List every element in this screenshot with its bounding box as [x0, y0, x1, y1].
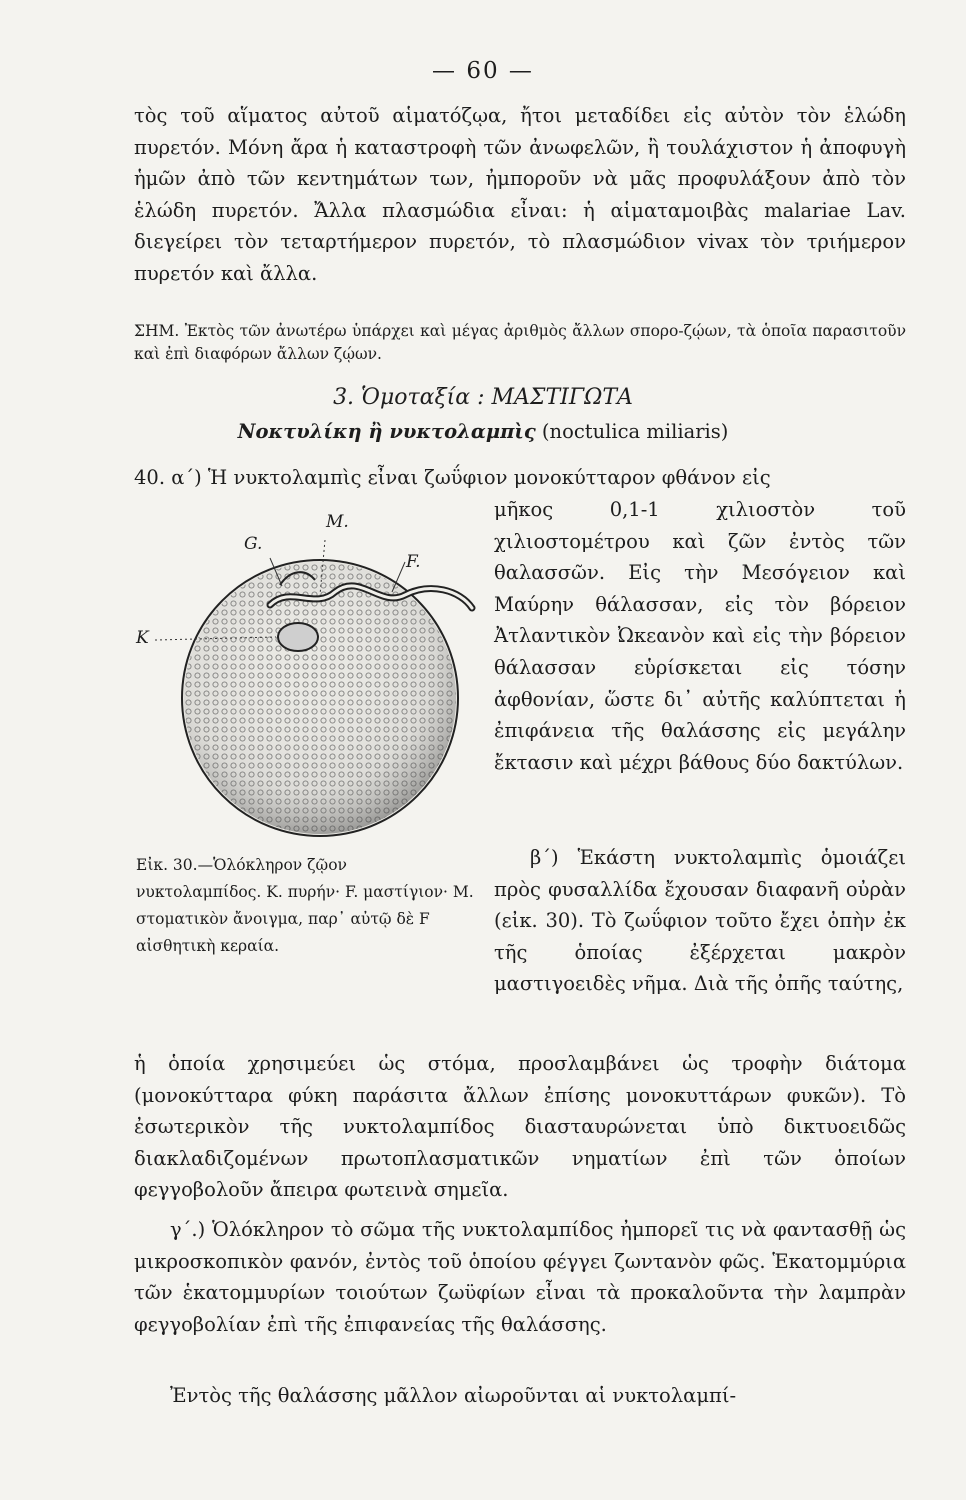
noctiluca-figure: [130, 500, 490, 845]
paragraph-40-intro: 40. α΄) Ἡ νυκτολαμπὶς εἶναι ζωΰφιον μονοκύτταρον φθάνον εἰς: [134, 466, 771, 489]
paragraph-c: [134, 1214, 906, 1340]
figure-caption: Εἰκ. 30.—Ὁλόκληρον ζῷον νυκτολαμπίδος. K. πυρήν· F. μαστίγιον· M. στοματικὸν ἄνοιγμα, παρ᾿ αὐτῷ δὲ F αἰσθητικὴ κεραία.: [136, 856, 474, 955]
page-number: — 60 —: [432, 58, 534, 84]
label-k: K: [136, 628, 149, 648]
subtitle-latin: (noctulica miliaris): [541, 420, 729, 443]
last-line: [134, 1380, 906, 1412]
paragraph-c-text: γ΄.) Ὁλόκληρον τὸ σῶμα τῆς νυκτολαμπίδος ἠμπορεῖ τις νὰ φαντασθῇ ὡς μικροσκοπικὸν φανόν, ἐντὸς τοῦ ὁποίου φέγγει ζωντανὸν φῶς. Ἑκατομμύρια τῶν ἑκατομμυρίων τοιούτων ζωϋφίων εἶναι τὰ προκαλοῦντα τὴν λαμπρὰν φεγγοβολίαν ἐπὶ τῆς ἐπιφανείας τῆς θαλάσσης.: [134, 1218, 906, 1336]
lower-paragraph-b-text: ἡ ὁποία χρησιμεύει ὡς στόμα, προσλαμβάνει ὡς τροφὴν διάτομα (μονοκύτταρα φύκη παράσιτα ἄλλων ἐπίσης μονοκυττάρων φυκῶν). Τὸ ἐσωτερικὸν τῆς νυκτολαμπίδος διασταυρώνεται ὑπὸ δικτυοειδῶς διακλαδιζομένων πρωτοπλασματικῶν νηματίων ἐπὶ τῶν ὁποίων φεγγοβολοῦν ἄπειρα φωτεινὰ σημεῖα.: [134, 1052, 906, 1202]
right-column-b: [494, 842, 906, 1000]
label-f: F.: [406, 552, 421, 572]
last-line-text: Ἐντὸς τῆς θαλάσσης μᾶλλον αἰωροῦνται αἱ νυκτολαμπί-: [170, 1384, 737, 1407]
label-g: G.: [244, 534, 263, 554]
nucleus-k: [278, 623, 318, 651]
right-column-a: [494, 494, 906, 778]
label-m: M.: [326, 512, 349, 532]
subtitle: [0, 420, 966, 443]
right-column-b-text: β΄) Ἑκάστη νυκτολαμπὶς ὁμοιάζει πρὸς φυσαλλίδα ἔχουσαν διαφανῆ οὐρὰν (εἰκ. 30). Τὸ ζωΰφιον τοῦτο ἔχει ὀπὴν ἐκ τῆς ὁποίας ἐξέρχεται μακρὸν μαστιγοειδὲς νῆμα. Διὰ τῆς ὀπῆς ταύτης,: [494, 846, 906, 996]
top-paragraph-text: τὸς τοῦ αἵματος αὐτοῦ αἱματόζῳα, ἤτοι μεταδίδει εἰς αὐτὸν τὸν ἑλώδη πυρετόν. Μόνη ἄρα ἡ καταστροφὴ τῶν ἀνωφελῶν, ἢ τουλάχιστον ἡ ἀποφυγὴ ἡμῶν ἀπὸ τῶν κεντημάτων των, ἠμποροῦν νὰ μᾶς προφυλάξουν ἀπὸ τὸν ἑλώδη πυρετόν. Ἄλλα πλασμώδια εἶναι: ἡ αἱματαμοιβὰς malariae Lav. διεγείρει τὸν τεταρτήμερον πυρετόν, τὸ πλασμώδιον vivax τὸν τριήμερον πυρετόν καὶ ἄλλα.: [134, 104, 906, 285]
right-column-a-text: μῆκος 0,1-1 χιλιοστὸν τοῦ χιλιοστομέτρου καὶ ζῶν ἐντὸς τῶν θαλασσῶν. Εἰς τὴν Μεσόγειον καὶ Μαύρην θάλασσαν, εἰς τὸν βόρειον Ἀτλαντικὸν Ὠκεανὸν καὶ εἰς τὴν βόρειον θάλασσαν εὑρίσκεται εἰς τόσην ἀφθονίαν, ὥστε δι᾿ αὐτῆς καλύπτεται ἡ ἐπιφάνεια τῆς θαλάσσης εἰς μεγάλην ἔκτασιν καὶ μέχρι βάθους δύο δακτύλων.: [494, 498, 906, 774]
section-title: 3. Ὁμοταξία : ΜΑΣΤΙΓΩΤΑ: [333, 385, 633, 410]
lower-paragraph-b: [134, 1048, 906, 1206]
subtitle-greek: Νοκτυλίκη ἢ νυκτολαμπὶς: [237, 420, 536, 443]
top-paragraph: [134, 100, 906, 290]
noctiluca-illustration: [130, 500, 490, 845]
footnote-text: ΣΗΜ. Ἐκτὸς τῶν ἀνωτέρω ὑπάρχει καὶ μέγας ἀριθμὸς ἄλλων σπορο-ζῴων, τὰ ὁποῖα παρασιτοῦν καὶ ἐπὶ διαφόρων ἄλλων ζῴων.: [134, 322, 906, 363]
footnote: [134, 320, 906, 366]
